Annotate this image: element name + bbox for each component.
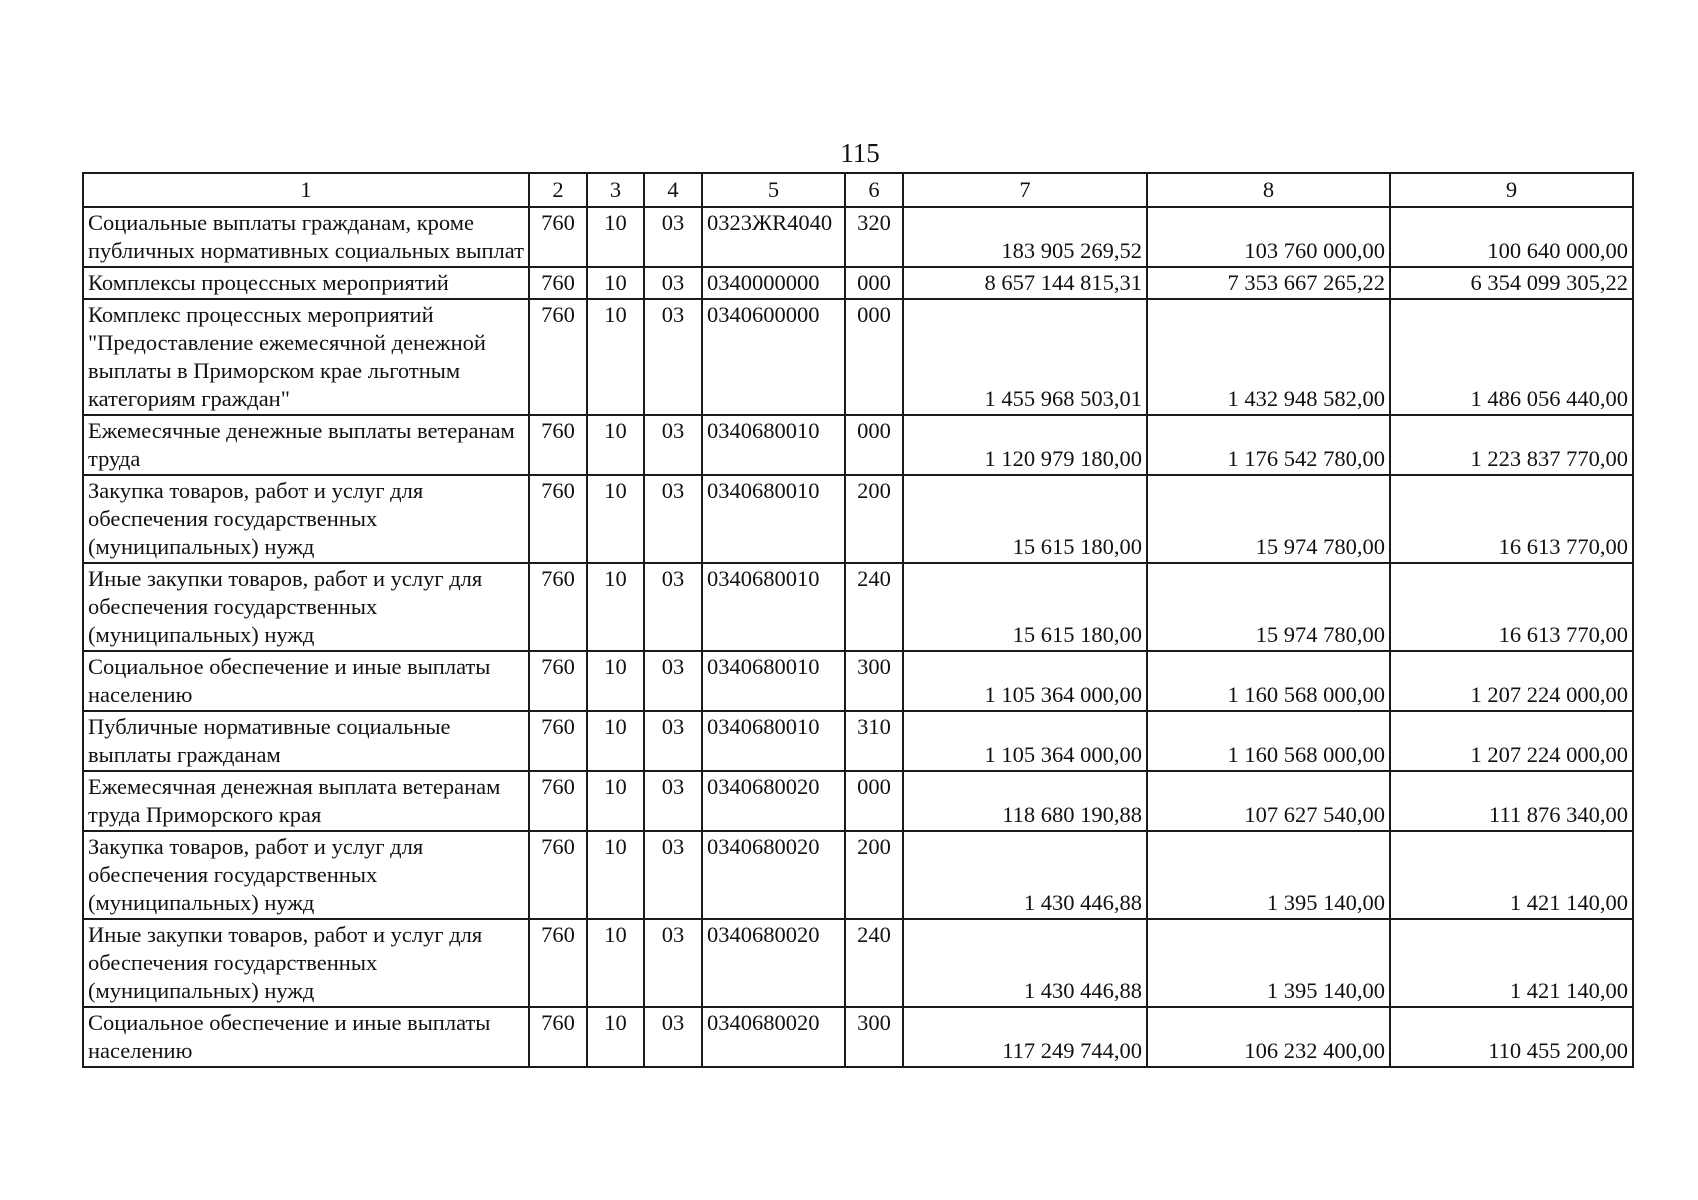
code-col2: 760: [529, 267, 587, 299]
table-row: [83, 651, 1633, 711]
amount-col8: 1 432 948 582,00: [1147, 299, 1390, 415]
table-row: [83, 919, 1633, 1007]
row-name: Закупка товаров, работ и услуг для обеспечения государственных (муниципальных) нужд: [83, 831, 529, 919]
amount-col9: 16 613 770,00: [1390, 475, 1633, 563]
table-header-row: [83, 173, 1633, 207]
code-col3: 10: [587, 415, 644, 475]
row-name: Социальное обеспечение и иные выплаты населению: [83, 1007, 529, 1067]
code-col5: 0340680020: [702, 771, 845, 831]
code-col2: 760: [529, 651, 587, 711]
amount-col7: 15 615 180,00: [903, 475, 1147, 563]
page-number: 115: [840, 138, 880, 168]
amount-col7: 1 430 446,88: [903, 919, 1147, 1007]
amount-col7: 183 905 269,52: [903, 207, 1147, 267]
code-col4: 03: [644, 299, 702, 415]
amount-col8: 1 160 568 000,00: [1147, 651, 1390, 711]
amount-col9: 1 207 224 000,00: [1390, 711, 1633, 771]
row-name: Ежемесячная денежная выплата ветеранам труда Приморского края: [83, 771, 529, 831]
code-col5: 0340600000: [702, 299, 845, 415]
amount-col7: 118 680 190,88: [903, 771, 1147, 831]
code-col4: 03: [644, 651, 702, 711]
row-name: Комплексы процессных мероприятий: [83, 267, 529, 299]
code-col5: 0340680020: [702, 919, 845, 1007]
code-col2: 760: [529, 207, 587, 267]
row-name: Закупка товаров, работ и услуг для обеспечения государственных (муниципальных) нужд: [83, 475, 529, 563]
amount-col7: 1 105 364 000,00: [903, 651, 1147, 711]
column-header: 4: [644, 173, 702, 207]
code-col5: 0340680020: [702, 831, 845, 919]
table-row: [83, 1007, 1633, 1067]
amount-col7: 15 615 180,00: [903, 563, 1147, 651]
code-col3: 10: [587, 919, 644, 1007]
amount-col8: 1 160 568 000,00: [1147, 711, 1390, 771]
code-col2: 760: [529, 1007, 587, 1067]
amount-col8: 106 232 400,00: [1147, 1007, 1390, 1067]
code-col6: 310: [845, 711, 903, 771]
table-row: [83, 299, 1633, 415]
code-col4: 03: [644, 563, 702, 651]
amount-col9: 110 455 200,00: [1390, 1007, 1633, 1067]
code-col6: 200: [845, 831, 903, 919]
column-header: 7: [903, 173, 1147, 207]
table-row: [83, 415, 1633, 475]
code-col5: 0323ЖR4040: [702, 207, 845, 267]
table-row: [83, 267, 1633, 299]
column-header: 9: [1390, 173, 1633, 207]
amount-col8: 107 627 540,00: [1147, 771, 1390, 831]
amount-col9: 1 421 140,00: [1390, 919, 1633, 1007]
code-col2: 760: [529, 415, 587, 475]
code-col3: 10: [587, 299, 644, 415]
code-col3: 10: [587, 563, 644, 651]
code-col4: 03: [644, 919, 702, 1007]
code-col6: 240: [845, 919, 903, 1007]
column-header: 6: [845, 173, 903, 207]
code-col2: 760: [529, 563, 587, 651]
code-col4: 03: [644, 475, 702, 563]
code-col2: 760: [529, 299, 587, 415]
amount-col7: 1 455 968 503,01: [903, 299, 1147, 415]
code-col4: 03: [644, 1007, 702, 1067]
amount-col8: 15 974 780,00: [1147, 475, 1390, 563]
table-row: [83, 563, 1633, 651]
code-col6: 200: [845, 475, 903, 563]
table-row: [83, 771, 1633, 831]
amount-col9: 1 223 837 770,00: [1390, 415, 1633, 475]
amount-col9: 6 354 099 305,22: [1390, 267, 1633, 299]
code-col5: 0340680010: [702, 563, 845, 651]
amount-col9: 16 613 770,00: [1390, 563, 1633, 651]
code-col2: 760: [529, 831, 587, 919]
row-name: Иные закупки товаров, работ и услуг для обеспечения государственных (муниципальных) нужд: [83, 919, 529, 1007]
amount-col9: 1 486 056 440,00: [1390, 299, 1633, 415]
code-col5: 0340680010: [702, 711, 845, 771]
amount-col8: 1 395 140,00: [1147, 919, 1390, 1007]
code-col3: 10: [587, 651, 644, 711]
code-col6: 000: [845, 299, 903, 415]
code-col6: 000: [845, 771, 903, 831]
code-col4: 03: [644, 415, 702, 475]
column-header: 3: [587, 173, 644, 207]
row-name: Социальное обеспечение и иные выплаты населению: [83, 651, 529, 711]
amount-col7: 117 249 744,00: [903, 1007, 1147, 1067]
code-col4: 03: [644, 771, 702, 831]
amount-col7: 1 105 364 000,00: [903, 711, 1147, 771]
code-col5: 0340680010: [702, 415, 845, 475]
code-col2: 760: [529, 771, 587, 831]
code-col5: 0340000000: [702, 267, 845, 299]
code-col6: 300: [845, 1007, 903, 1067]
code-col6: 320: [845, 207, 903, 267]
amount-col9: 111 876 340,00: [1390, 771, 1633, 831]
code-col3: 10: [587, 831, 644, 919]
code-col6: 300: [845, 651, 903, 711]
amount-col9: 100 640 000,00: [1390, 207, 1633, 267]
column-header: 5: [702, 173, 845, 207]
amount-col9: 1 207 224 000,00: [1390, 651, 1633, 711]
code-col6: 240: [845, 563, 903, 651]
row-name: Ежемесячные денежные выплаты ветеранам труда: [83, 415, 529, 475]
code-col2: 760: [529, 711, 587, 771]
code-col3: 10: [587, 1007, 644, 1067]
code-col4: 03: [644, 267, 702, 299]
column-header: 2: [529, 173, 587, 207]
code-col4: 03: [644, 207, 702, 267]
table-row: [83, 711, 1633, 771]
table-row: [83, 207, 1633, 267]
budget-table: [82, 172, 1634, 1068]
amount-col8: 15 974 780,00: [1147, 563, 1390, 651]
amount-col7: 1 120 979 180,00: [903, 415, 1147, 475]
row-name: Иные закупки товаров, работ и услуг для обеспечения государственных (муниципальных) нужд: [83, 563, 529, 651]
amount-col8: 7 353 667 265,22: [1147, 267, 1390, 299]
table-row: [83, 475, 1633, 563]
code-col2: 760: [529, 919, 587, 1007]
row-name: Социальные выплаты гражданам, кроме публичных нормативных социальных выплат: [83, 207, 529, 267]
code-col5: 0340680010: [702, 475, 845, 563]
code-col3: 10: [587, 475, 644, 563]
row-name: Комплекс процессных мероприятий "Предоставление ежемесячной денежной выплаты в Приморском крае льготным категориям граждан": [83, 299, 529, 415]
amount-col9: 1 421 140,00: [1390, 831, 1633, 919]
code-col4: 03: [644, 831, 702, 919]
code-col4: 03: [644, 711, 702, 771]
column-header: 8: [1147, 173, 1390, 207]
code-col3: 10: [587, 771, 644, 831]
amount-col8: 1 176 542 780,00: [1147, 415, 1390, 475]
row-name: Публичные нормативные социальные выплаты гражданам: [83, 711, 529, 771]
code-col3: 10: [587, 267, 644, 299]
code-col3: 10: [587, 711, 644, 771]
code-col5: 0340680020: [702, 1007, 845, 1067]
amount-col8: 103 760 000,00: [1147, 207, 1390, 267]
amount-col7: 1 430 446,88: [903, 831, 1147, 919]
code-col6: 000: [845, 415, 903, 475]
code-col5: 0340680010: [702, 651, 845, 711]
column-header: 1: [83, 173, 529, 207]
table-row: [83, 831, 1633, 919]
code-col6: 000: [845, 267, 903, 299]
amount-col7: 8 657 144 815,31: [903, 267, 1147, 299]
amount-col8: 1 395 140,00: [1147, 831, 1390, 919]
code-col2: 760: [529, 475, 587, 563]
code-col3: 10: [587, 207, 644, 267]
